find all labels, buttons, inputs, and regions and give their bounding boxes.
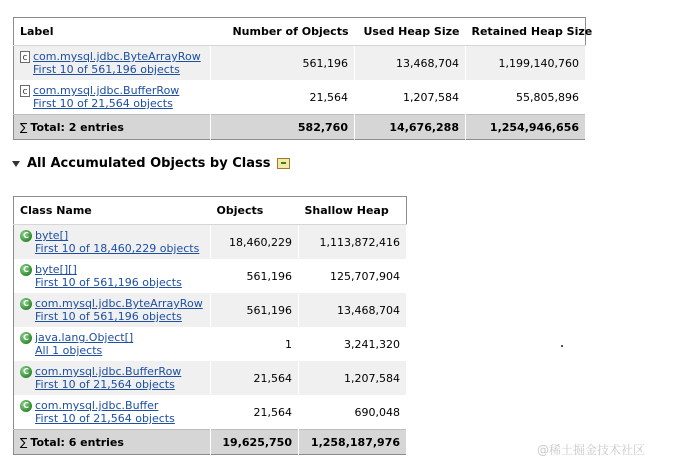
class-object-icon: C: [20, 400, 32, 412]
table-row: [14, 259, 407, 293]
shallow-heap-value: 690,048: [299, 395, 407, 430]
export-icon[interactable]: [277, 158, 290, 169]
shallow-heap-value: 3,241,320: [299, 327, 407, 361]
class-object-icon: C: [20, 230, 32, 242]
objects-count: 561,196: [211, 293, 299, 327]
table-row: [14, 395, 407, 430]
sum-icon: ∑: [20, 120, 28, 134]
objects-count: 1: [211, 327, 299, 361]
objects-count: 561,196: [211, 259, 299, 293]
column-header-class-name[interactable]: Class Name: [14, 197, 211, 225]
class-link[interactable]: com.mysql.jdbc.Buffer: [35, 399, 159, 412]
class-link[interactable]: byte[]: [35, 229, 69, 242]
column-header-used-heap-size[interactable]: Used Heap Size: [355, 18, 466, 46]
class-link[interactable]: com.mysql.jdbc.BufferRow: [33, 84, 180, 97]
column-header-retained-heap-size[interactable]: Retained Heap Size: [466, 18, 586, 46]
section-title: All Accumulated Objects by Class: [27, 156, 271, 171]
stray-dot: [561, 345, 563, 347]
class-icon: c: [20, 85, 30, 97]
class-link[interactable]: byte[][]: [35, 263, 77, 276]
class-link[interactable]: com.mysql.jdbc.ByteArrayRow: [35, 297, 203, 310]
retained-heap-value: 1,199,140,760: [466, 46, 586, 81]
class-object-icon: C: [20, 264, 32, 276]
class-link[interactable]: com.mysql.jdbc.ByteArrayRow: [33, 50, 201, 63]
total-row: [14, 115, 586, 140]
objects-link[interactable]: First 10 of 561,196 objects: [35, 276, 182, 289]
objects-link[interactable]: First 10 of 561,196 objects: [33, 63, 180, 76]
shallow-heap-value: 125,707,904: [299, 259, 407, 293]
column-header-shallow-heap[interactable]: Shallow Heap: [299, 197, 407, 225]
column-header-number-of-objects[interactable]: Number of Objects: [211, 18, 355, 46]
objects-count: 21,564: [211, 80, 355, 115]
table-row: [14, 225, 407, 260]
objects-link[interactable]: First 10 of 21,564 objects: [33, 97, 173, 110]
class-link[interactable]: java.lang.Object[]: [35, 331, 134, 344]
objects-link[interactable]: First 10 of 18,460,229 objects: [35, 242, 200, 255]
column-header-label[interactable]: Label: [14, 18, 211, 46]
class-object-icon: C: [20, 332, 32, 344]
class-link[interactable]: com.mysql.jdbc.BufferRow: [35, 365, 182, 378]
total-row: [14, 430, 407, 455]
objects-count: 561,196: [211, 46, 355, 81]
shallow-heap-value: 1,207,584: [299, 361, 407, 395]
retained-heap-value: 55,805,896: [466, 80, 586, 115]
used-heap-value: 13,468,704: [355, 46, 466, 81]
table-row: [14, 46, 586, 81]
table-row: [14, 293, 407, 327]
shallow-heap-value: 1,113,872,416: [299, 225, 407, 260]
total-shallow-heap: 1,258,187,976: [299, 430, 407, 455]
total-label: Total: 2 entries: [30, 120, 124, 134]
objects-count: 21,564: [211, 395, 299, 430]
retained-by-label-table: [13, 17, 593, 140]
shallow-heap-value: 13,468,704: [299, 293, 407, 327]
objects-count: 21,564: [211, 361, 299, 395]
class-icon: c: [20, 51, 30, 63]
sum-icon: ∑: [20, 435, 28, 449]
used-heap-value: 1,207,584: [355, 80, 466, 115]
watermark: @稀土掘金技术社区: [537, 443, 646, 457]
objects-count: 18,460,229: [211, 225, 299, 260]
accumulated-objects-table: [13, 196, 407, 455]
total-retained-heap: 1,254,946,656: [466, 115, 586, 140]
collapse-triangle-icon[interactable]: [12, 161, 20, 167]
total-objects: 19,625,750: [211, 430, 299, 455]
table-row: [14, 361, 407, 395]
objects-link[interactable]: All 1 objects: [35, 344, 103, 357]
table-row: [14, 327, 407, 361]
class-object-icon: C: [20, 366, 32, 378]
objects-link[interactable]: First 10 of 21,564 objects: [35, 412, 175, 425]
total-objects: 582,760: [211, 115, 355, 140]
total-used-heap: 14,676,288: [355, 115, 466, 140]
objects-link[interactable]: First 10 of 21,564 objects: [35, 378, 175, 391]
class-object-icon: C: [20, 298, 32, 310]
objects-link[interactable]: First 10 of 561,196 objects: [35, 310, 182, 323]
column-header-objects[interactable]: Objects: [211, 197, 299, 225]
section-header[interactable]: [12, 156, 290, 171]
total-label: Total: 6 entries: [30, 435, 124, 449]
table-row: [14, 80, 586, 115]
